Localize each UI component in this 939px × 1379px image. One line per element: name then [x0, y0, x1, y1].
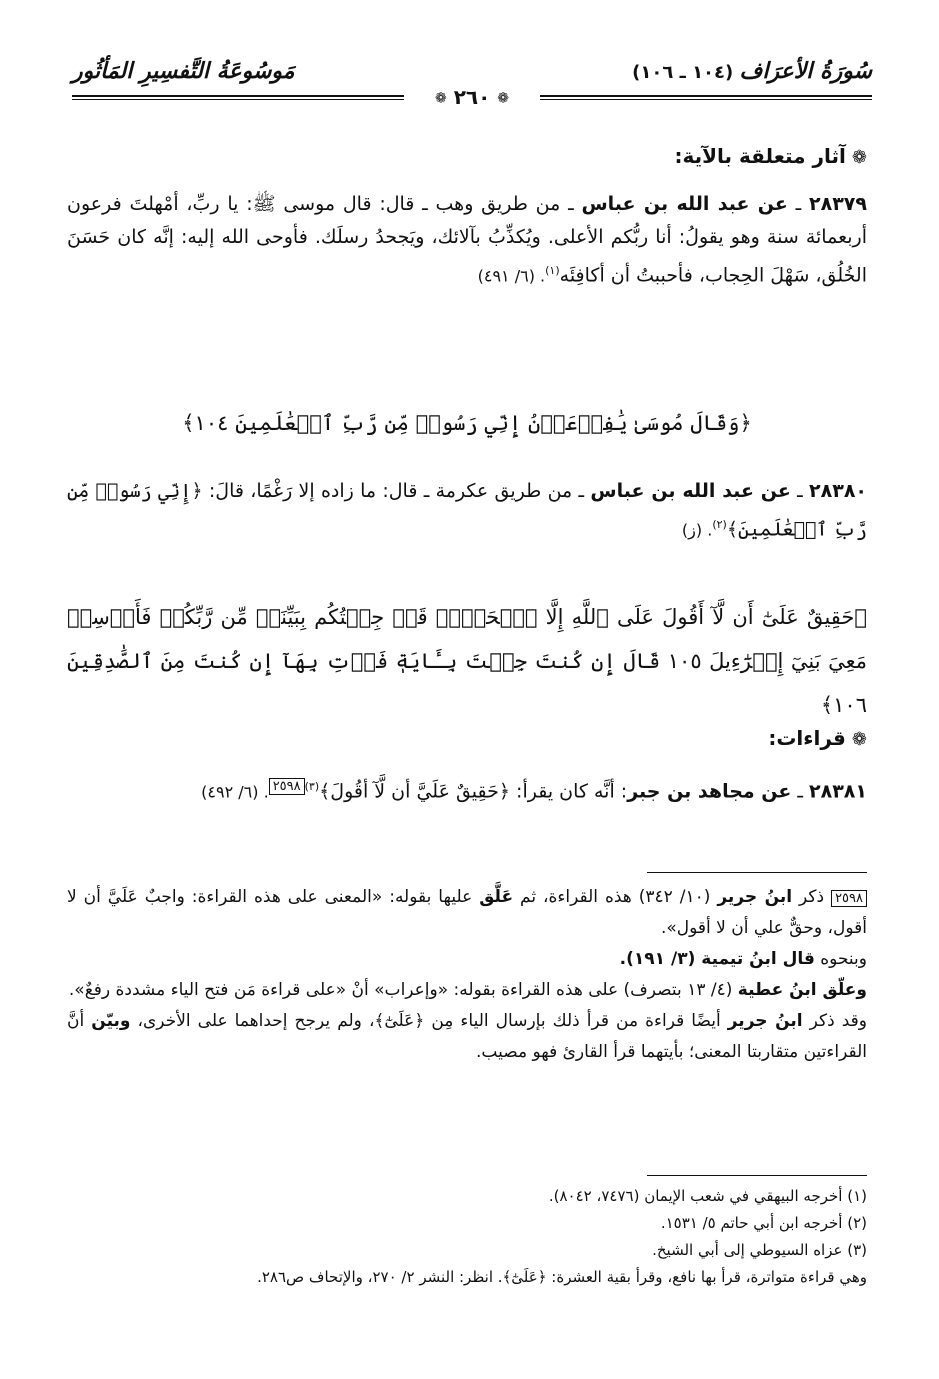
page-number — [422, 85, 522, 109]
header-rule-left — [72, 95, 404, 100]
footnote-1: (١) أخرجه البيهقي في شعب الإيمان (٧٤٧٦، ٨٠٤٢). — [548, 1187, 867, 1205]
text: أنَّ القراءتين متقاربتا المعنى؛ بأيتهما قرأ القارئ فهو مصيب. — [67, 1011, 867, 1062]
entry-number: ٢٨٣٧٩ — [809, 193, 867, 215]
running-header — [72, 52, 872, 109]
section-title: آثار متعلقة بالآية: — [674, 144, 846, 168]
text: عليها بقوله: «المعنى على هذه القراءة: واجبٌ عَلَيَّ أن لا أقول، وحقٌّ علي أن لا أقول». — [67, 887, 867, 938]
footnote-3: (٣) عزاه السيوطي إلى أبي الشيخ. — [652, 1241, 867, 1259]
text: ذكر — [792, 887, 825, 907]
footnote-2: (٢) أخرجه ابن أبي حاتم ٥/ ١٥٣١. — [660, 1214, 867, 1232]
quran-verse-105-106: ﴿حَقِيقٌ عَلَىٰٓ أَن لَّآ أَقُولَ عَلَى ٱللَّهِ إِلَّا ٱلۡحَقَّۚ قَدۡ جِئۡتُكُم بِبَيِّنَةٖ مِّن رَّبِّكُمۡ فَأَرۡسِلۡ مَعِيَ بَنِيٓ إِسۡرَٰٓءِيلَ ١٠٥ قَالَ إِن كُنتَ جِئۡتَ بِـَٔايَةٖ فَأۡتِ بِهَآ إِن كُنتَ مِنَ ٱلصَّٰدِقِينَ ١٠٦﴾ — [67, 605, 867, 717]
text: أيضًا قراءة من قرأ ذلك بإرسال الياء مِن ﴿عَلَىٰٓ﴾، ولم يرجح إحداهما على الأخرى، — [130, 1011, 728, 1031]
book-title: مَوسُوعَةُ التَّفسِيرِ المَأثُور — [72, 58, 295, 84]
page-number-text: ٢٦٠ — [453, 85, 491, 109]
text: وبنحوه — [814, 949, 867, 969]
footnote-ref: (١) — [545, 264, 560, 277]
entry-number: ٢٨٣٨١ — [809, 780, 867, 803]
verse-range: (١٠٤ ـ ١٠٦) — [632, 62, 734, 83]
entry-source: عن مجاهد بن جبر — [627, 780, 792, 803]
scholar-name: وعلّق ابنُ عطية — [737, 980, 867, 1000]
sura-name: سُورَةُ الأعرَاف — [739, 58, 872, 84]
flower-bullet-icon: ❁ — [851, 147, 867, 168]
commentary-p3 — [67, 975, 867, 1006]
emphasis: عَلَّق — [479, 887, 514, 907]
verse-quote: ﴿حَقِيقٌ عَلَيَّ أن لَّآ أقُولَ﴾ — [319, 780, 511, 803]
entry-source: عن عبد الله بن عباس — [590, 480, 791, 502]
section-heading-qiraat — [67, 722, 867, 756]
volume-ref: . (٦/ ٤٩١) — [477, 266, 546, 286]
commentary-p4 — [67, 1006, 867, 1068]
footnote-separator — [647, 1175, 867, 1176]
volume-ref: . (ز) — [681, 520, 713, 540]
header-sura — [632, 58, 872, 84]
entry-text: ـ من طريق عكرمة ـ قال: ما زاده إلا رَغْمًا، قالَ: — [202, 480, 585, 502]
entry-28381: ٢٨٣٨١ ـ عن مجاهد بن جبر: أنَّه كان يقرأ: ﴿حَقِيقٌ عَلَيَّ أن لَّآ أقُولَ﴾$^{(٣)٢٥٩٨}$. (٦/ ٤٩٢) — [201, 779, 867, 803]
ornament-icon: ❁ — [497, 90, 510, 107]
footnote-ref: (٢) — [712, 518, 727, 531]
scholar-name: ابنُ جرير — [727, 1011, 803, 1031]
commentary-ref-box: ٢٥٩٨ — [269, 778, 305, 795]
commentary-separator — [647, 872, 867, 873]
text: وقد ذكر — [802, 1011, 867, 1031]
section-heading-athar — [67, 140, 867, 174]
entry-28379: ٢٨٣٧٩ ـ عن عبد الله بن عباس ـ من طريق وهب ـ قال: قال موسى ﷺ: يا ربِّ، أمْهلتَ فرعون أربعمائة سنة وهو يقولُ: أنا ربُّكم الأعلى. ويُكذِّبُ بآلائك، ويَجحدُ رسلَك. فأوحى الله إليه: إنَّه كان حَسَنَ الخُلُق، سَهْلَ الحِجاب، فأحببتُ أن أكافِئَه$^{(١)}$. (٦/ ٤٩١) — [67, 193, 867, 287]
entry-text: ـ من طريق وهب ـ قال: قال موسى ﷺ: يا ربِّ، أمْهلتَ فرعون أربعمائة سنة وهو يقولُ: أنا ربُّكم الأعلى. ويُكذِّبُ بآلائك، ويَجحدُ رسلَك. فأوحى الله إليه: إنَّه كان حَسَنَ الخُلُق، سَهْلَ الحِجاب، فأحببتُ أن أكافِئَه — [67, 193, 867, 287]
ornament-icon: ❁ — [434, 90, 447, 107]
entry-number: ٢٨٣٨٠ — [809, 480, 868, 502]
entry-text: : أنَّه كان يقرأ: — [510, 780, 628, 803]
footnotes — [67, 1183, 867, 1291]
entry-source: عن عبد الله بن عباس — [581, 193, 788, 215]
quran-verse-104: ﴿وَقَالَ مُوسَىٰ يَٰفِرۡعَوۡنُ إِنِّي رَسُولٞ مِّن رَّبِّ ٱلۡعَٰلَمِينَ ١٠٤﴾ — [182, 411, 752, 435]
commentary-number-box: ٢٥٩٨ — [831, 890, 867, 907]
volume-ref: . (٦/ ٤٩٢) — [201, 782, 269, 802]
entry-28380: ٢٨٣٨٠ ـ عن عبد الله بن عباس ـ من طريق عكرمة ـ قال: ما زاده إلا رَغْمًا، قالَ: ﴿إِنِّي رَسُولٞ مِّن رَّبِّ ٱلۡعَٰلَمِينَ﴾$^{(٢)}$. (ز) — [67, 480, 868, 541]
scholar-name: قال ابنُ تيمية (٣/ ١٩١). — [619, 949, 815, 969]
text: (٤/ ١٣ بتصرف) على هذه القراءة بقوله: «وإعراب» أنْ «على قراءة مَن فتح الياء مشددة رفعٌ». — [68, 980, 738, 1000]
scholar-name: ابنُ جرير — [717, 887, 793, 907]
header-rule-right — [540, 95, 872, 100]
commentary-block — [67, 882, 867, 1068]
footnote-ref: (٣) — [304, 780, 320, 793]
verse-quote: ﴿إِنِّي رَسُولٞ مِّن رَّبِّ ٱلۡعَٰلَمِينَ﴾ — [67, 480, 867, 541]
footnote-note: وهي قراءة متواترة، قرأ بها نافع، وقرأ بقية العشرة: ﴿عَلَىٰٓ﴾. انظر: النشر ٢/ ٢٧٠، والإتحاف ص٢٨٦. — [257, 1268, 867, 1286]
flower-bullet-icon: ❁ — [851, 729, 867, 750]
commentary-p2 — [67, 944, 867, 975]
section-title: قراءات: — [768, 726, 846, 750]
commentary-p1 — [67, 882, 867, 944]
text: (١٠/ ٣٤٢) هذه القراءة، ثم — [513, 887, 718, 907]
emphasis: وبيّن — [91, 1011, 131, 1031]
